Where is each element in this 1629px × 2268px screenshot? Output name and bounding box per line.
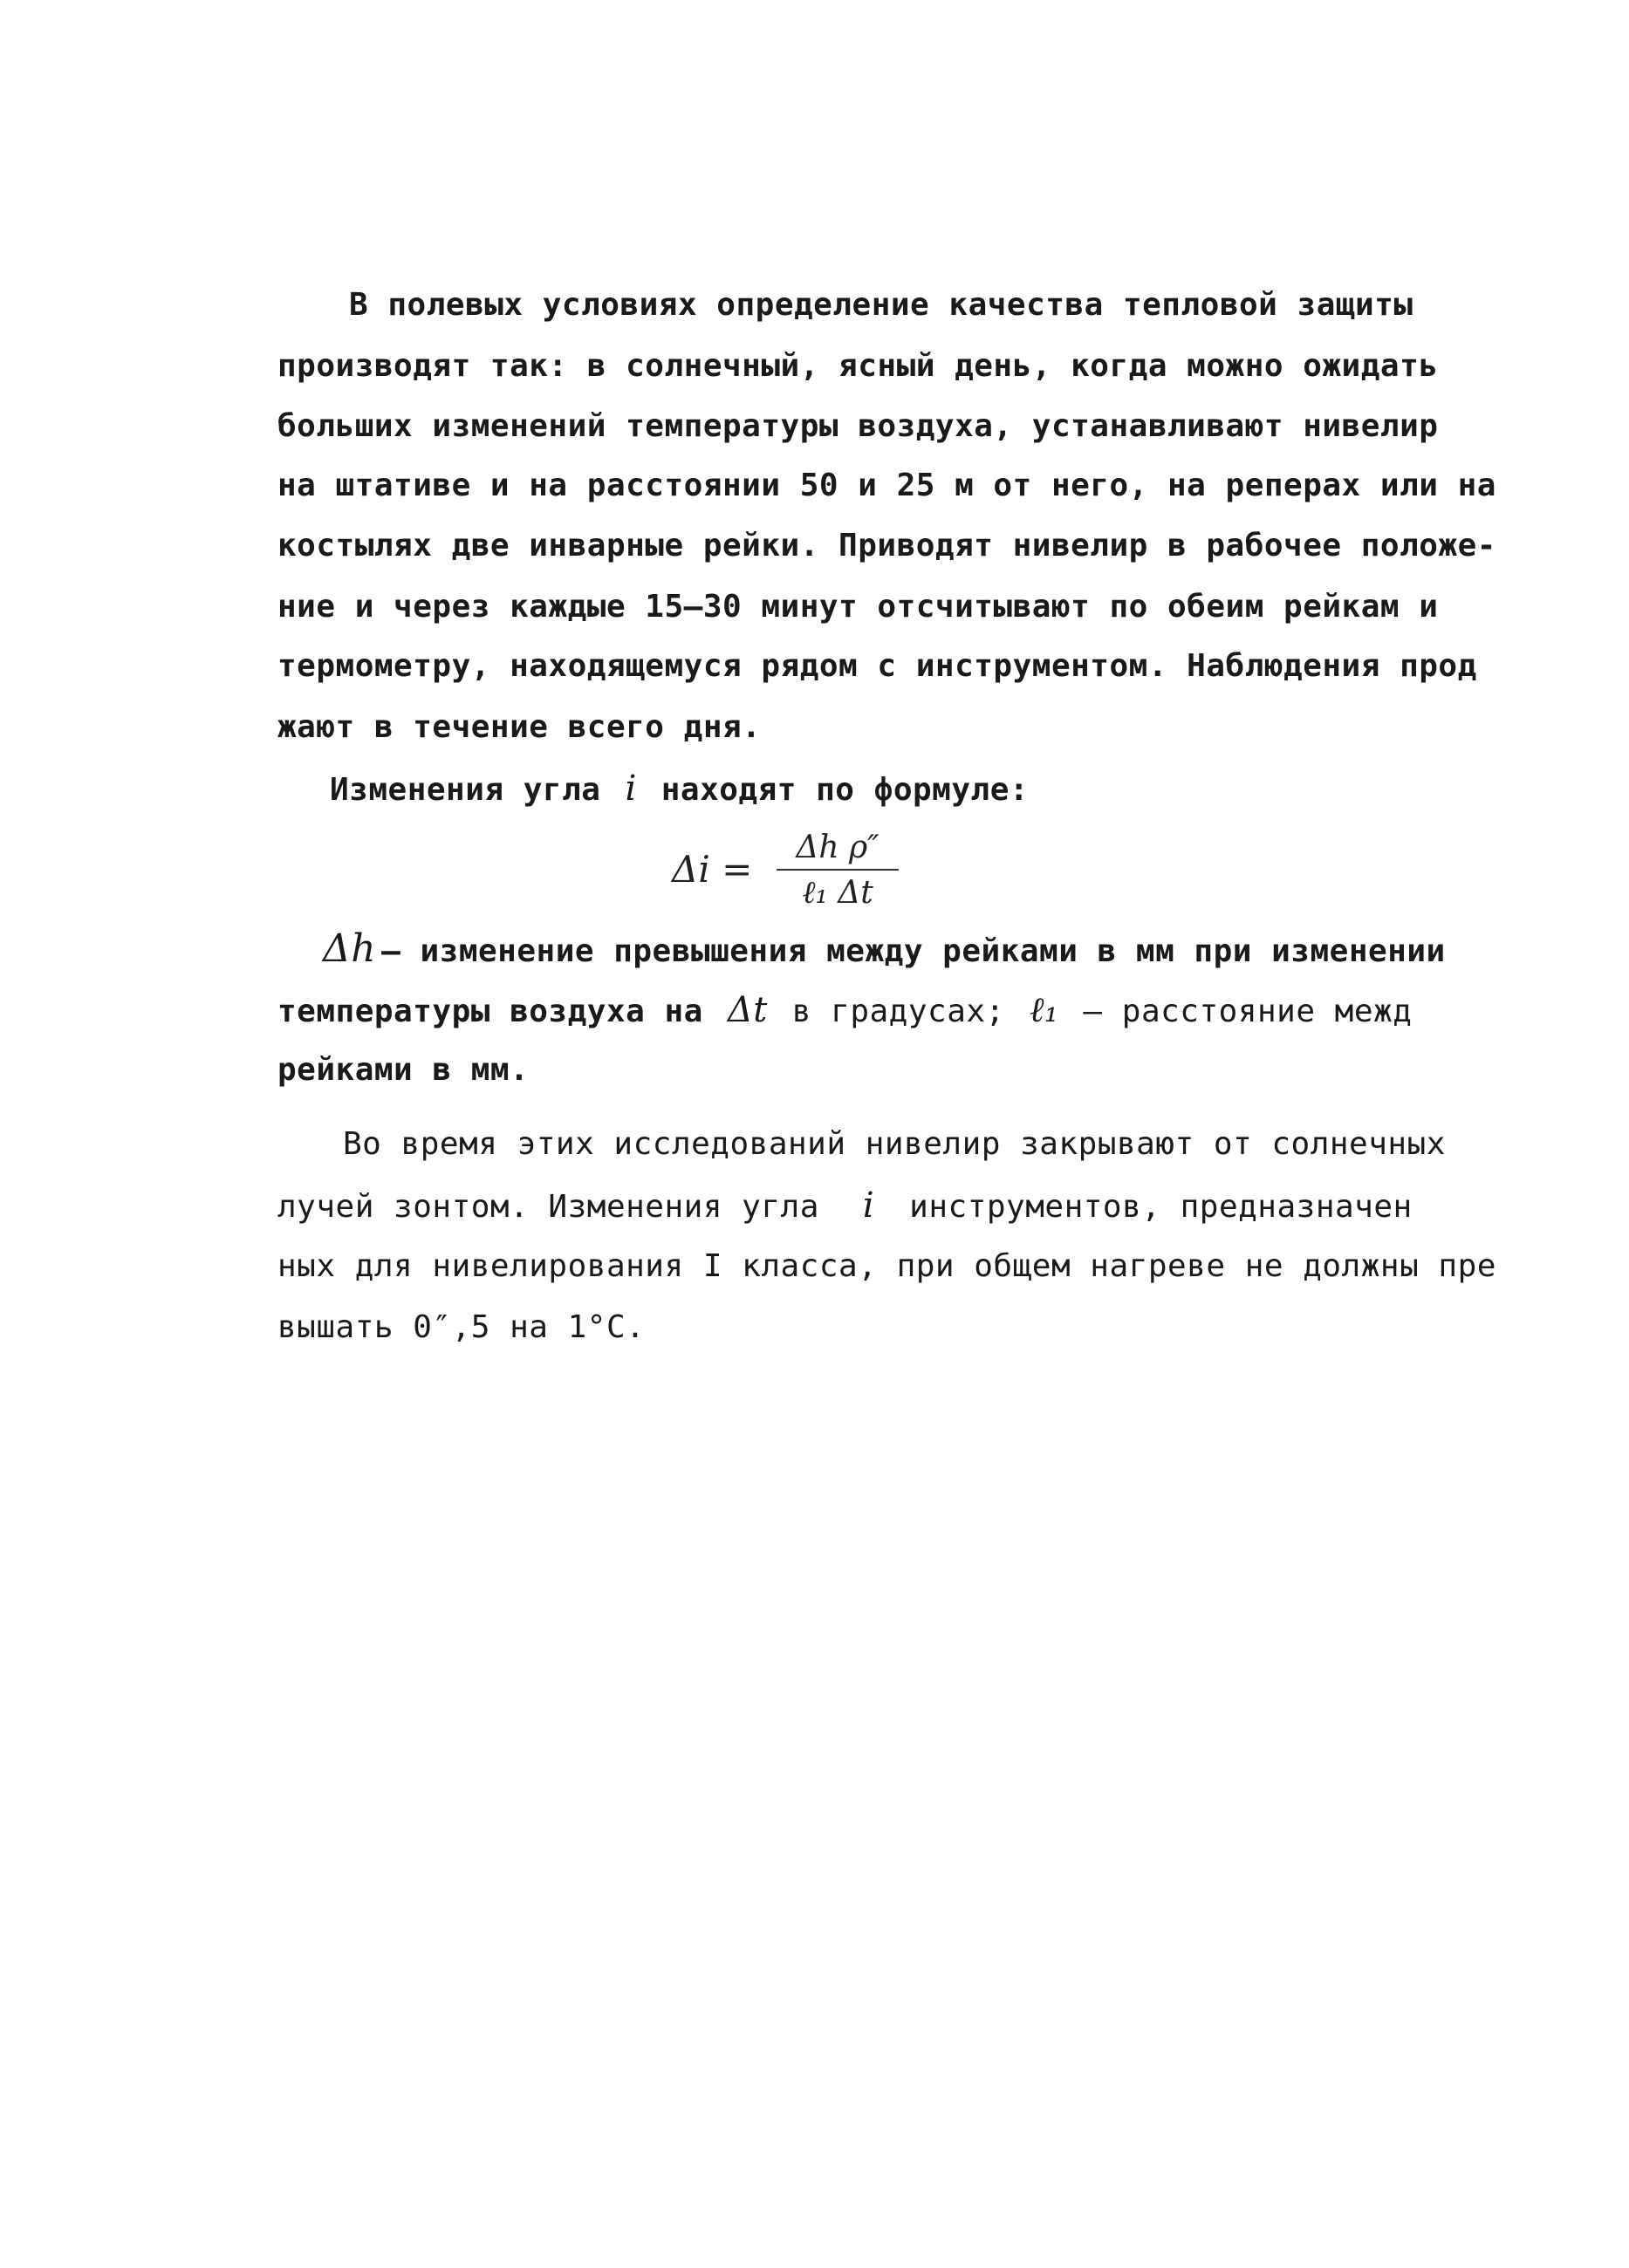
- formula-denominator: ℓ₁ Δt: [802, 875, 873, 911]
- p1-line-3: больших изменений температуры воздуха, устанавливают нивелир: [277, 408, 1439, 444]
- formula: [672, 829, 916, 925]
- p3-line-3: рейками в мм.: [277, 1052, 530, 1088]
- p3-symbol-delta-t: Δt: [727, 990, 768, 1030]
- p3-line-2-mid: в градусах;: [791, 994, 1005, 1029]
- p3-symbol-delta-h: Δh: [323, 926, 377, 971]
- p3-line-2: [277, 989, 1412, 1033]
- p4-line-4: вышать 0″,5 на 1°С.: [277, 1309, 646, 1345]
- fraction-bar: [777, 869, 899, 871]
- p1-line-6: ние и через каждые 15–30 минут отсчитывают по обеим рейкам и: [277, 589, 1439, 625]
- p2-symbol-i: i: [625, 769, 637, 809]
- p4-line-3: ных для нивелирования I класса, при общем нагреве не должны пре: [277, 1248, 1496, 1284]
- p1-line-5: костылях две инварные рейки. Приводят нивелир в рабочее положе-: [277, 528, 1496, 564]
- p4-line-2: [277, 1185, 1413, 1228]
- p1-line-1: В полевых условиях определение качества тепловой защиты: [349, 287, 1413, 323]
- p3-line-2-after: – расстояние межд: [1083, 994, 1413, 1029]
- p2-after: находят по формуле:: [660, 772, 1030, 808]
- formula-numerator: Δh ρ″: [796, 830, 880, 865]
- p4-line-2-before: лучей зонтом. Изменения угла: [277, 1189, 819, 1225]
- p2-line: [330, 768, 1029, 811]
- p1-line-2: производят так: в солнечный, ясный день, когда можно ожидать: [277, 348, 1439, 384]
- p4-line-1: Во время этих исследований нивелир закрывают от солнечных: [343, 1126, 1446, 1162]
- formula-fraction: [777, 829, 899, 912]
- p4-line-2-after: инструментов, предназначен: [909, 1189, 1413, 1225]
- p2-before: Изменения угла: [330, 772, 601, 808]
- p1-line-7: термометру, находящемуся рядом с инструментом. Наблюдения прод: [277, 648, 1477, 684]
- p3-line-2-before: температуры воздуха на: [277, 994, 703, 1029]
- p3-line-1: [323, 928, 1446, 973]
- formula-lhs: Δi =: [672, 848, 753, 891]
- p4-symbol-i: i: [862, 1185, 875, 1226]
- p3-symbol-l1: ℓ₁: [1029, 990, 1059, 1030]
- p1-line-4: на штативе и на расстоянии 50 и 25 м от него, на реперах или на: [277, 468, 1496, 503]
- p3-line-1-text: – изменение превышения между рейками в мм при изменении: [381, 933, 1446, 969]
- p1-line-8: жают в течение всего дня.: [277, 709, 762, 745]
